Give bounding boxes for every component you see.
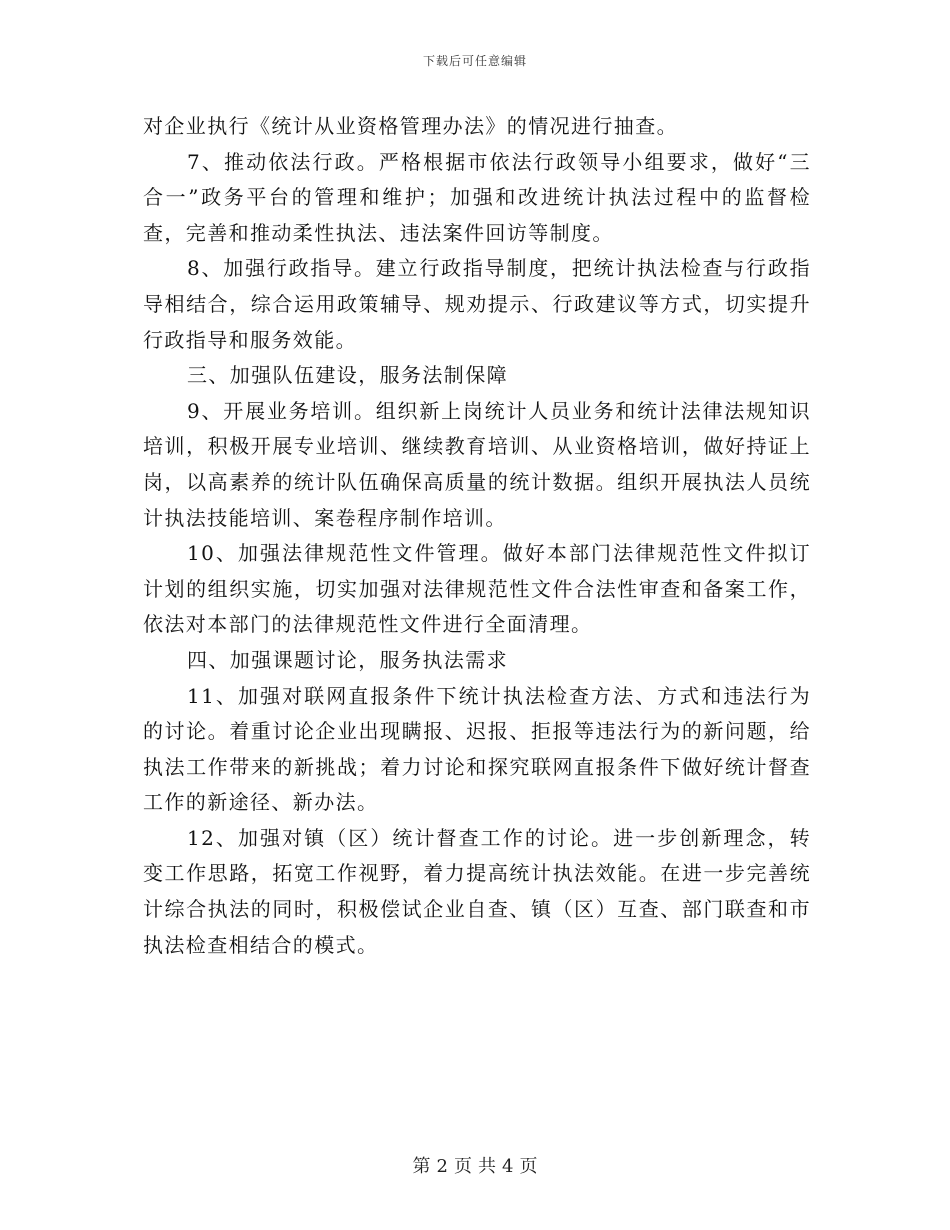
footer-label-ye: 页	[454, 1156, 472, 1177]
page-header-note: 下载后可任意编辑	[422, 54, 527, 68]
footer-label-di: 第	[412, 1156, 431, 1177]
page-footer	[0, 1152, 950, 1178]
footer-total-pages: 4	[502, 1156, 514, 1177]
footer-current-page: 2	[436, 1156, 448, 1177]
paragraph-item-9: 9、开展业务培训。组织新上岗统计人员业务和统计法律法规知识培训，积极开展专业培训、继续教育培训、从业资格培训，做好持证上岗，以高素养的统计队伍确保高质量的统计数据。组织开展执法人员统计执法技能培训、案卷程序制作培训。	[143, 398, 811, 530]
paragraph-item-11: 11、加强对联网直报条件下统计执法检查方法、方式和违法行为的讨论。着重讨论企业出现瞒报、迟报、拒报等违法行为的新问题，给执法工作带来的新挑战；着力讨论和探究联网直报条件下做好统计督查工作的新途径、新办法。	[143, 683, 811, 815]
document-body	[143, 109, 811, 963]
footer-label-ye2: 页	[519, 1156, 538, 1177]
section-heading-3: 三、加强队伍建设，服务法制保障	[187, 363, 508, 388]
paragraph-item-7: 7、推动依法行政。严格根据市依法行政领导小组要求，做好“三合一”政务平台的管理和维护；加强和改进统计执法过程中的监督检查，完善和推动柔性执法、违法案件回访等制度。	[143, 149, 811, 245]
paragraph-item-10: 10、加强法律规范性文件管理。做好本部门法律规范性文件拟订计划的组织实施，切实加强对法律规范性文件合法性审查和备案工作，依法对本部门的法律规范性文件进行全面清理。	[143, 541, 811, 637]
section-heading-4: 四、加强课题讨论，服务执法需求	[187, 647, 508, 672]
paragraph-continuation: 对企业执行《统计从业资格管理办法》的情况进行抽查。	[143, 114, 678, 138]
paragraph-item-8: 8、加强行政指导。建立行政指导制度，把统计执法检查与行政指导相结合，综合运用政策辅导、规劝提示、行政建议等方式，切实提升行政指导和服务效能。	[143, 256, 811, 352]
footer-label-gong: 共	[478, 1156, 496, 1177]
paragraph-item-12: 12、加强对镇（区）统计督查工作的讨论。进一步创新理念，转变工作思路，拓宽工作视野，着力提高统计执法效能。在进一步完善统计综合执法的同时，积极偿试企业自查、镇（区）互查、部门联查和市执法检查相结合的模式。	[143, 825, 811, 957]
